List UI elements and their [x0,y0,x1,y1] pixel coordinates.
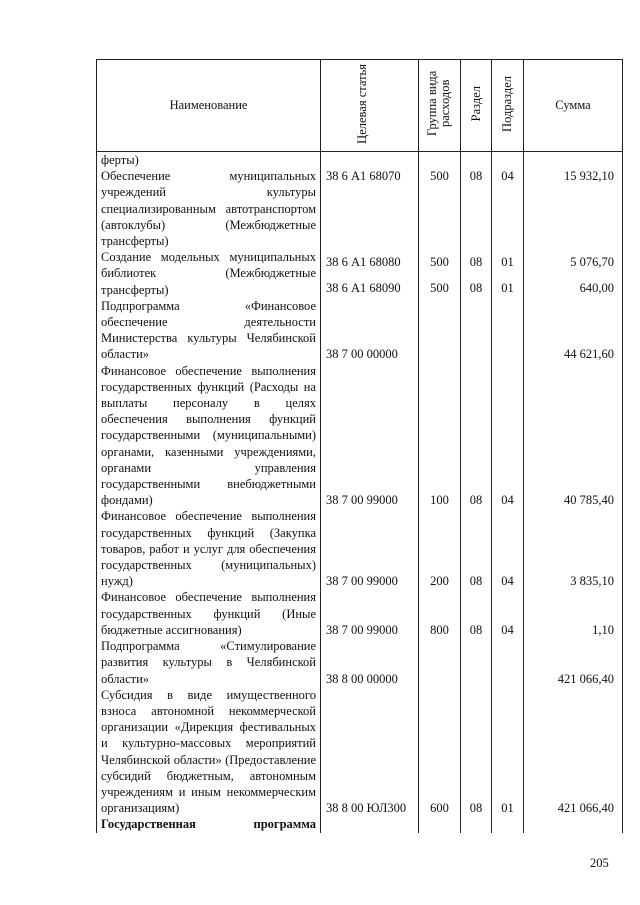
row-name: ферты) [97,152,321,169]
row-subsection: 04 [492,363,524,509]
row-sum [524,152,623,169]
header-subsection-label: Подраздел [500,75,514,132]
row-sum: 3 835,10 [524,508,623,589]
row-code: 38 6 А1 68080 [321,249,419,298]
row-sum: 5 076,70 [524,249,623,298]
row-code: 38 7 00 99000 [321,363,419,509]
row-code: 38 7 00 00000 [321,298,419,363]
row-group: 500 [419,249,461,298]
budget-table [96,59,623,833]
row-subsection: 01 [492,249,524,298]
row-section [461,816,492,832]
row-section: 08 [461,249,492,298]
row-code [321,816,419,832]
table-row [97,152,623,169]
row-name: Финансовое обеспечение выполнения государственных функций (Иные бюджетные ассигнования) [97,589,321,638]
row-group: 600 [419,687,461,817]
row-code: 38 7 00 99000 [321,508,419,589]
row-sum: 1,10 [524,589,623,638]
table-header-row [97,60,623,152]
header-sum: Сумма [524,60,623,152]
row-subsection [492,152,524,169]
row-section: 08 [461,168,492,249]
row-group: 500 [419,168,461,249]
row-subsection: 04 [492,508,524,589]
row-section: 08 [461,589,492,638]
header-target-label: Целевая статья [354,63,369,144]
row-name: Подпрограмма «Финансовое обеспечение деятельности Министерства культуры Челябинской области» [97,298,321,363]
row-code: 38 7 00 99000 [321,589,419,638]
table-row [97,589,623,638]
row-sum-text: 640,00 [579,280,614,295]
row-code [321,152,419,169]
row-subsection: 04 [492,168,524,249]
table-row [97,168,623,249]
header-section-label: Раздел [468,85,483,122]
header-group-label: Группа вида расходов [424,70,452,137]
row-name: Обеспечение муниципальных учреждений культуры специализированным автотранспортом (автоклубы) (Межбюджетные трансферты) [97,168,321,249]
row-sum [524,816,623,832]
row-subsection-text: 01 [501,280,514,295]
row-section [461,298,492,363]
row-code: 38 8 00 ЮЛ300 [321,687,419,817]
row-name: Финансовое обеспечение выполнения государственных функций (Закупка товаров, работ и услуг для обеспечения государственных (муниципальных) нужд) [97,508,321,589]
row-subsection [492,638,524,687]
row-section: 08 [461,363,492,509]
row-group: 200 [419,508,461,589]
row-code: 38 6 А1 68070 [321,168,419,249]
header-subsection [492,60,524,152]
table-row [97,508,623,589]
row-group: 100 [419,363,461,509]
header-target [321,60,419,152]
row-subsection: 04 [492,589,524,638]
row-section: 08 [461,508,492,589]
row-subsection [492,298,524,363]
table-row [97,298,623,363]
row-sum: 40 785,40 [524,363,623,509]
row-name: Подпрограмма «Стимулирование развития культуры в Челябинской области» [97,638,321,687]
table-row [97,687,623,817]
row-section-text: 08 [469,280,483,295]
row-group [419,638,461,687]
row-group: 800 [419,589,461,638]
page-number: 205 [590,856,609,870]
row-name: Финансовое обеспечение выполнения государственных функций (Расходы на выплаты персоналу в целях обеспечения выполнения функций государственными (муниципальными) органами, казенными учреждениями, органами управления государственными внебюджетными фондами) [97,363,321,509]
row-section: 08 [461,687,492,817]
header-section [461,60,492,152]
row-code-text: 38 6 А1 68090 [326,280,401,295]
table-row [97,363,623,509]
row-sum: 421 066,40 [524,687,623,817]
row-code: 38 8 00 00000 [321,638,419,687]
row-group-text: 500 [430,280,449,295]
row-name: Создание модельных муниципальных библиотек (Межбюджетные трансферты) [97,249,321,298]
row-group [419,152,461,169]
row-sum: 421 066,40 [524,638,623,687]
header-group [419,60,461,152]
row-section [461,638,492,687]
header-name: Наименование [97,60,321,152]
row-group [419,816,461,832]
row-name: Субсидия в виде имущественного взноса автономной некоммерческой организации «Дирекция фестивальных и культурно-массовых мероприятий Челябинской области» (Предоставление субсидий бюджетным, автономным учреждениям и иным некоммерческим организациям) [97,687,321,817]
row-name: Государственная программа [97,816,321,832]
row-group [419,298,461,363]
table-row [97,638,623,687]
row-sum: 44 621,60 [524,298,623,363]
row-section [461,152,492,169]
row-sum: 15 932,10 [524,168,623,249]
row-subsection [492,816,524,832]
row-subsection: 01 [492,687,524,817]
table-row [97,816,623,832]
